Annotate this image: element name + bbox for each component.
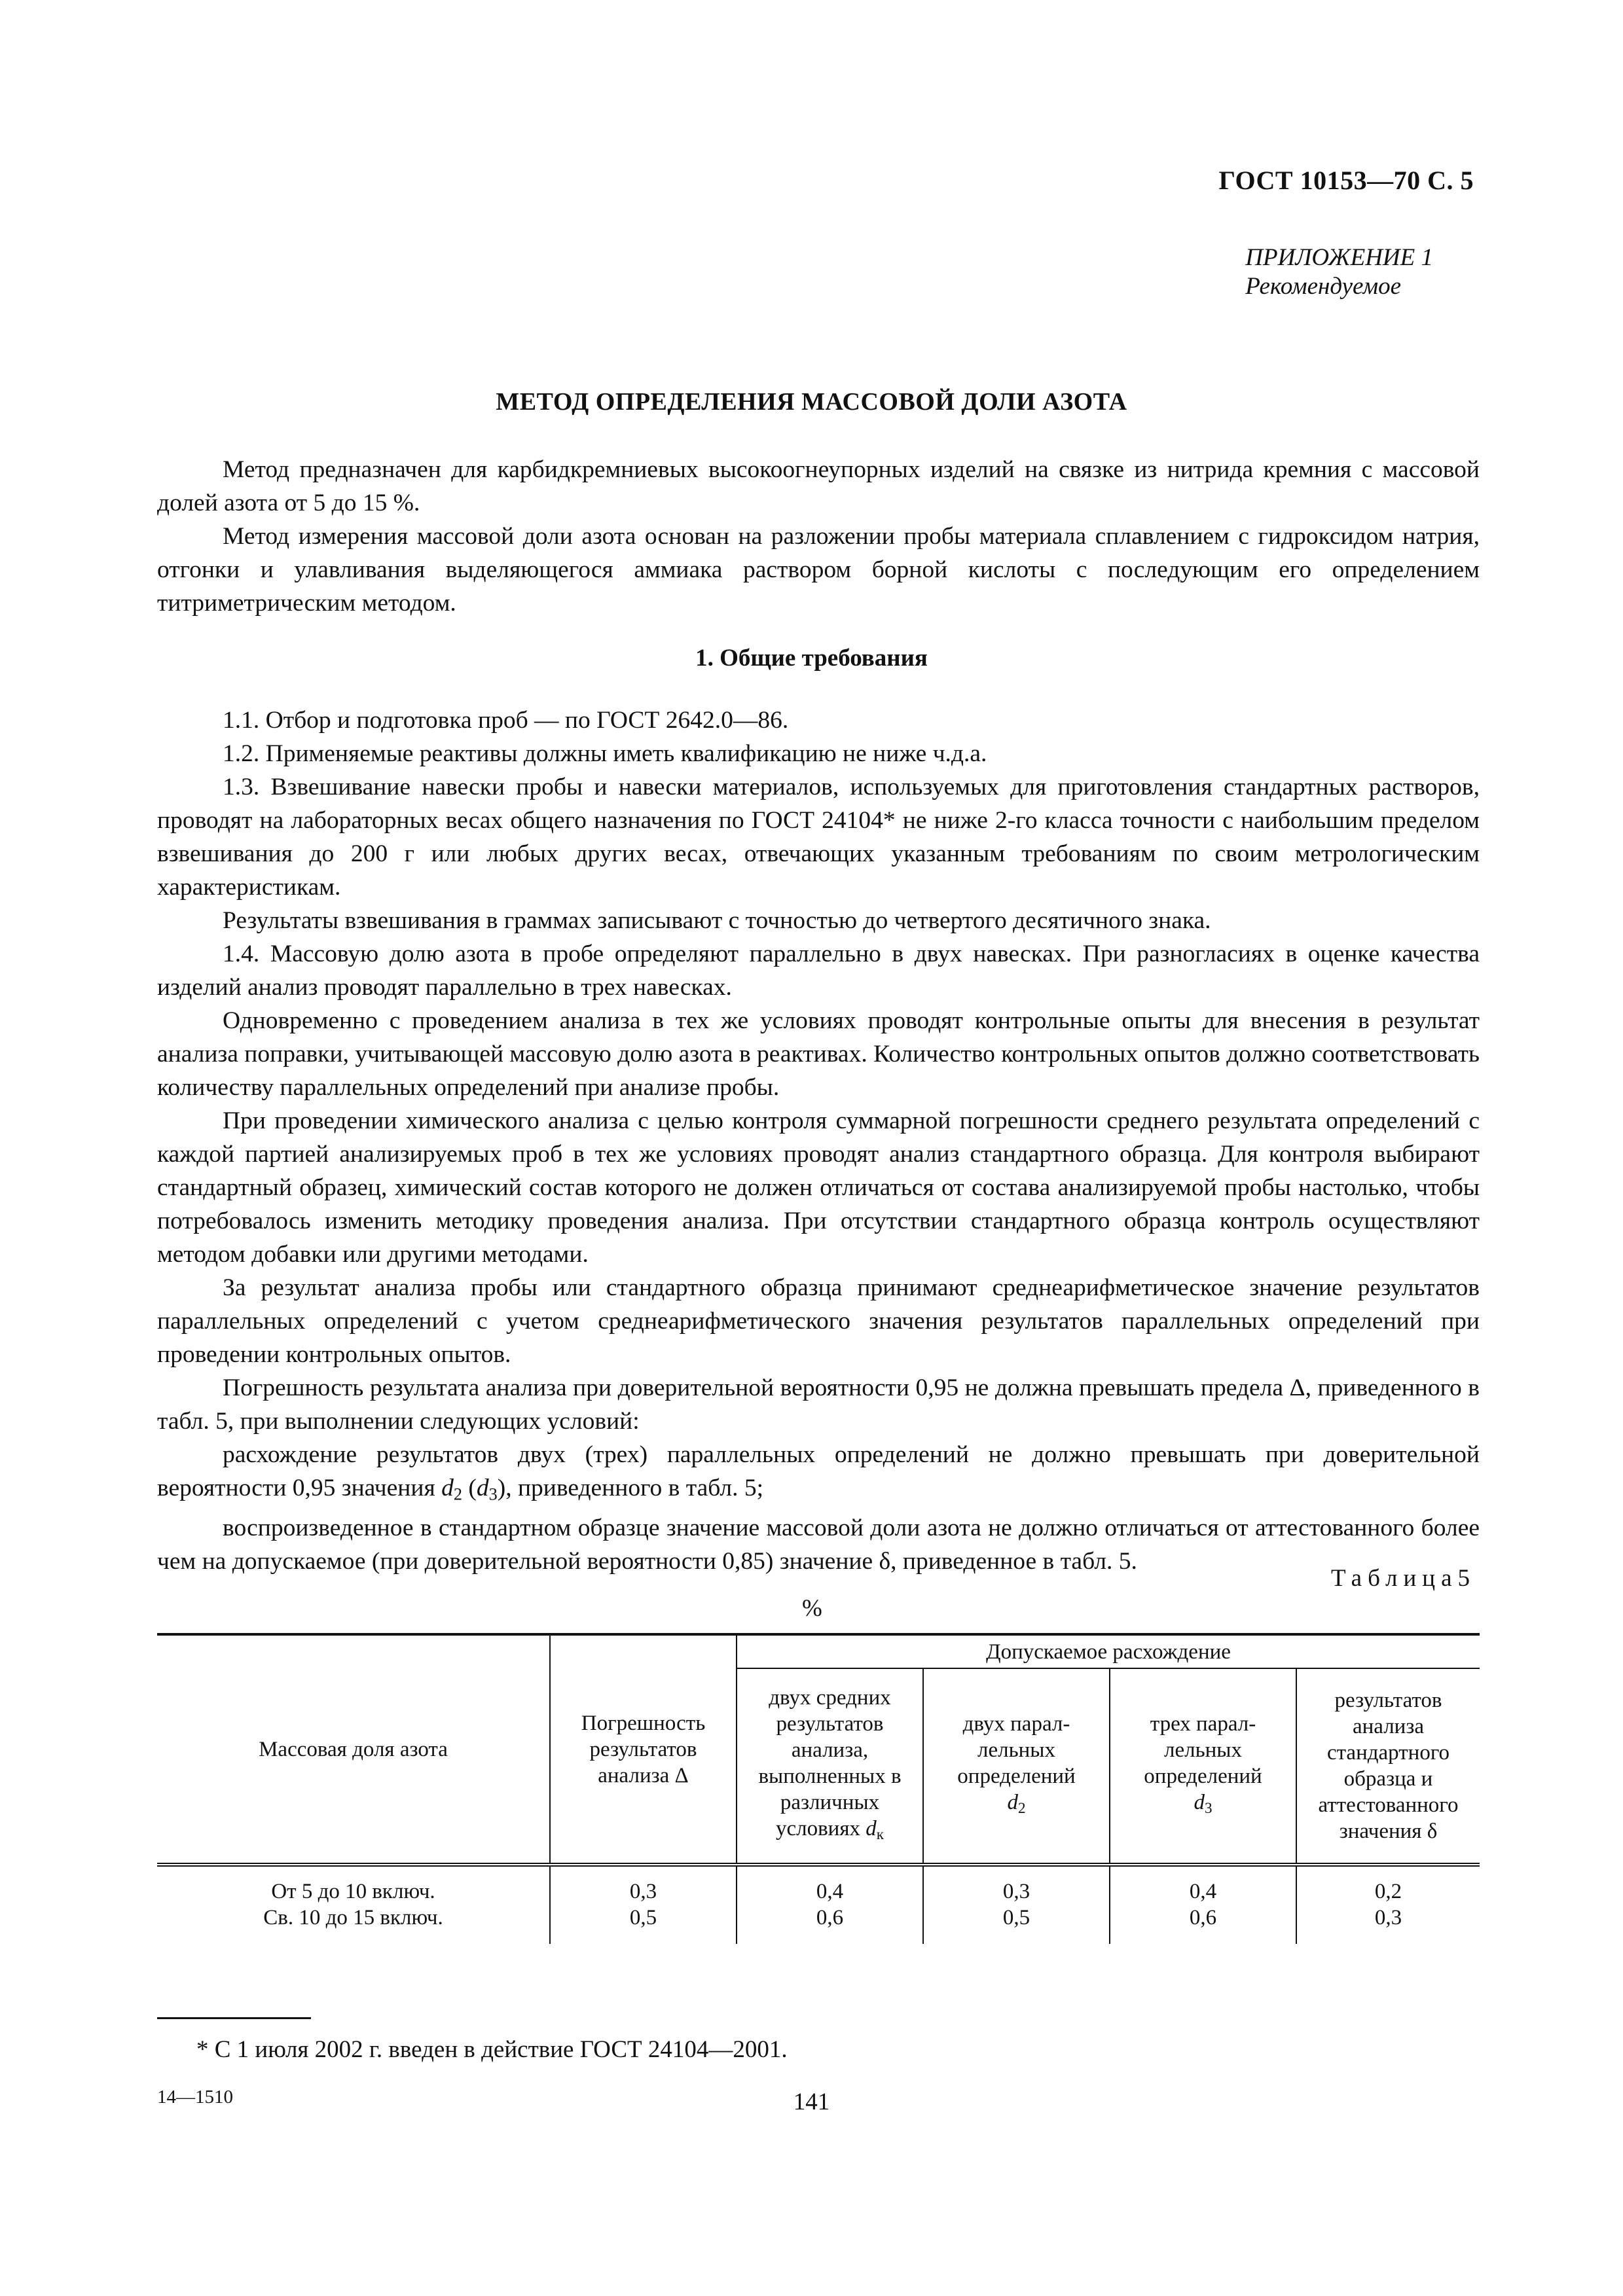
intro-paragraph: Метод предназначен для карбидкремниевых высокоогнеупорных изделий на связке из нитрида кремния с массовой долей азота от 5 до 15 %. (157, 456, 1480, 516)
section-heading: 1. Общие требования (695, 645, 928, 672)
table-cell-range: От 5 до 10 включ. (271, 1880, 435, 1903)
table-cell-dk: 0,6 (737, 1905, 923, 1944)
header-three-parallel: трех парал-лельных определений $d_3$ (1110, 1668, 1296, 1865)
table-cell-delta: 0,2 (1296, 1865, 1480, 1905)
table-cell-range: Св. 10 до 15 включ. (263, 1906, 443, 1929)
print-code: 14—1510 (157, 2087, 233, 2108)
paragraph-standard-sample: При проведении химического анализа с целью контроля суммарной погрешности среднего результата определений с каждой партией анализируемых проб в тех же условиях проводят анализ стандартного образца. Для контроля выбирают стандартный образец, химический состав которого не должен отличаться от состава анализируемой пробы настолько, чтобы потребовалось изменить методику проведения анализа. При отсутствии стандартного образца контроль осуществляют методом добавки или другими методами. (157, 1107, 1480, 1268)
paragraph-reproduced-value: воспроизведенное в стандартном образце значение массовой доли азота не должно отличаться от аттестованного более чем на допускаемое (при доверительной вероятности 0,85) значение δ, приведенное в табл. 5. (157, 1514, 1480, 1575)
intro-paragraph: Метод измерения массовой доли азота основан на разложении пробы материала сплавлением с гидроксидом натрия, отгонки и улавливания выделяющегося аммиака раствором борной кислоты с последующим его определением титриметрическим методом. (157, 523, 1480, 617)
table-cell-d3: 0,6 (1110, 1905, 1296, 1944)
appendix-status: Рекомендуемое (1245, 273, 1402, 300)
tolerance-table (157, 1633, 1480, 1944)
document-code: ГОСТ 10153—70 С. 5 (1218, 166, 1474, 195)
paragraph-control-tests: Одновременно с проведением анализа в тех же условиях проводят контрольные опыты для внесения в результат анализа поправки, учитывающей массовую долю азота в реактивах. Количество контрольных опытов должно соответствовать количеству параллельных определений при анализе пробы. (157, 1007, 1480, 1101)
header-error: Погрешность результатов анализа Δ (550, 1634, 737, 1865)
appendix-label: ПРИЛОЖЕНИЕ 1 (1245, 244, 1433, 271)
table-cell-dk: 0,4 (737, 1865, 923, 1905)
header-standard-sample: результатов анализа стандартного образца и аттестованного значения δ (1296, 1668, 1480, 1865)
table-unit: % (802, 1595, 822, 1622)
footnote-divider (157, 2017, 311, 2019)
table-cell-error: 0,3 (550, 1865, 737, 1905)
paragraph-1-2: 1.2. Применяемые реактивы должны иметь квалификацию не ниже ч.д.а. (223, 740, 987, 767)
paragraph-result: За результат анализа пробы или стандартного образца принимают среднеарифметическое значение результатов параллельных определений с учетом среднеарифметического значения результатов параллельных определений при проведении контрольных опытов. (157, 1274, 1480, 1368)
paragraph-1-1: 1.1. Отбор и подготовка проб — по ГОСТ 2642.0—86. (223, 707, 789, 734)
header-allowed-discrepancy: Допускаемое расхождение (737, 1634, 1480, 1668)
paragraph-1-3: 1.3. Взвешивание навески пробы и навески материалов, используемых для приготовления стандартных растворов, проводят на лабораторных весах общего назначения по ГОСТ 24104* не ниже 2-го класса точности с наибольшим пределом взвешивания до 200 г или любых других весах, отвечающих указанным требованиям по своим метрологическим характеристикам. (157, 774, 1480, 901)
header-two-parallel: двух парал-лельных определений $d_2$ (923, 1668, 1110, 1865)
footnote: * С 1 июля 2002 г. введен в действие ГОСТ 24104—2001. (196, 2036, 788, 2063)
body-text (157, 704, 1480, 1578)
table-caption: Таблица5 (1331, 1565, 1476, 1592)
header-mass-fraction: Массовая доля азота (157, 1634, 550, 1865)
table-cell-d3: 0,4 (1110, 1865, 1296, 1905)
header-two-means: двух средних результатов анализа, выполненных в различных условиях $d_к$ (737, 1668, 923, 1865)
paragraph-error: Погрешность результата анализа при доверительной вероятности 0,95 не должна превышать предела Δ, приведенного в табл. 5, при выполнении следующих условий: (157, 1374, 1480, 1435)
intro-text (157, 453, 1480, 620)
document-title: МЕТОД ОПРЕДЕЛЕНИЯ МАССОВОЙ ДОЛИ АЗОТА (496, 388, 1127, 416)
appendix-block (1245, 243, 1433, 301)
page-number: 141 (793, 2089, 830, 2115)
paragraph-discrepancy: расхождение результатов двух (трех) параллельных определений не должно превышать при доверительной вероятности 0,95 значения $d_2$ $(d_3)$, приведенного в табл. 5; (157, 1441, 1480, 1504)
table-cell-error: 0,5 (550, 1905, 737, 1944)
paragraph-1-4: 1.4. Массовую долю азота в пробе определяют параллельно в двух навесках. При разногласиях в оценке качества изделий анализ проводят параллельно в трех навесках. (157, 941, 1480, 1001)
table-cell-d2: 0,3 (923, 1865, 1110, 1905)
table-cell-d2: 0,5 (923, 1905, 1110, 1944)
table-cell-delta: 0,3 (1296, 1905, 1480, 1944)
paragraph-weighing: Результаты взвешивания в граммах записывают с точностью до четвертого десятичного знака. (223, 907, 1211, 934)
